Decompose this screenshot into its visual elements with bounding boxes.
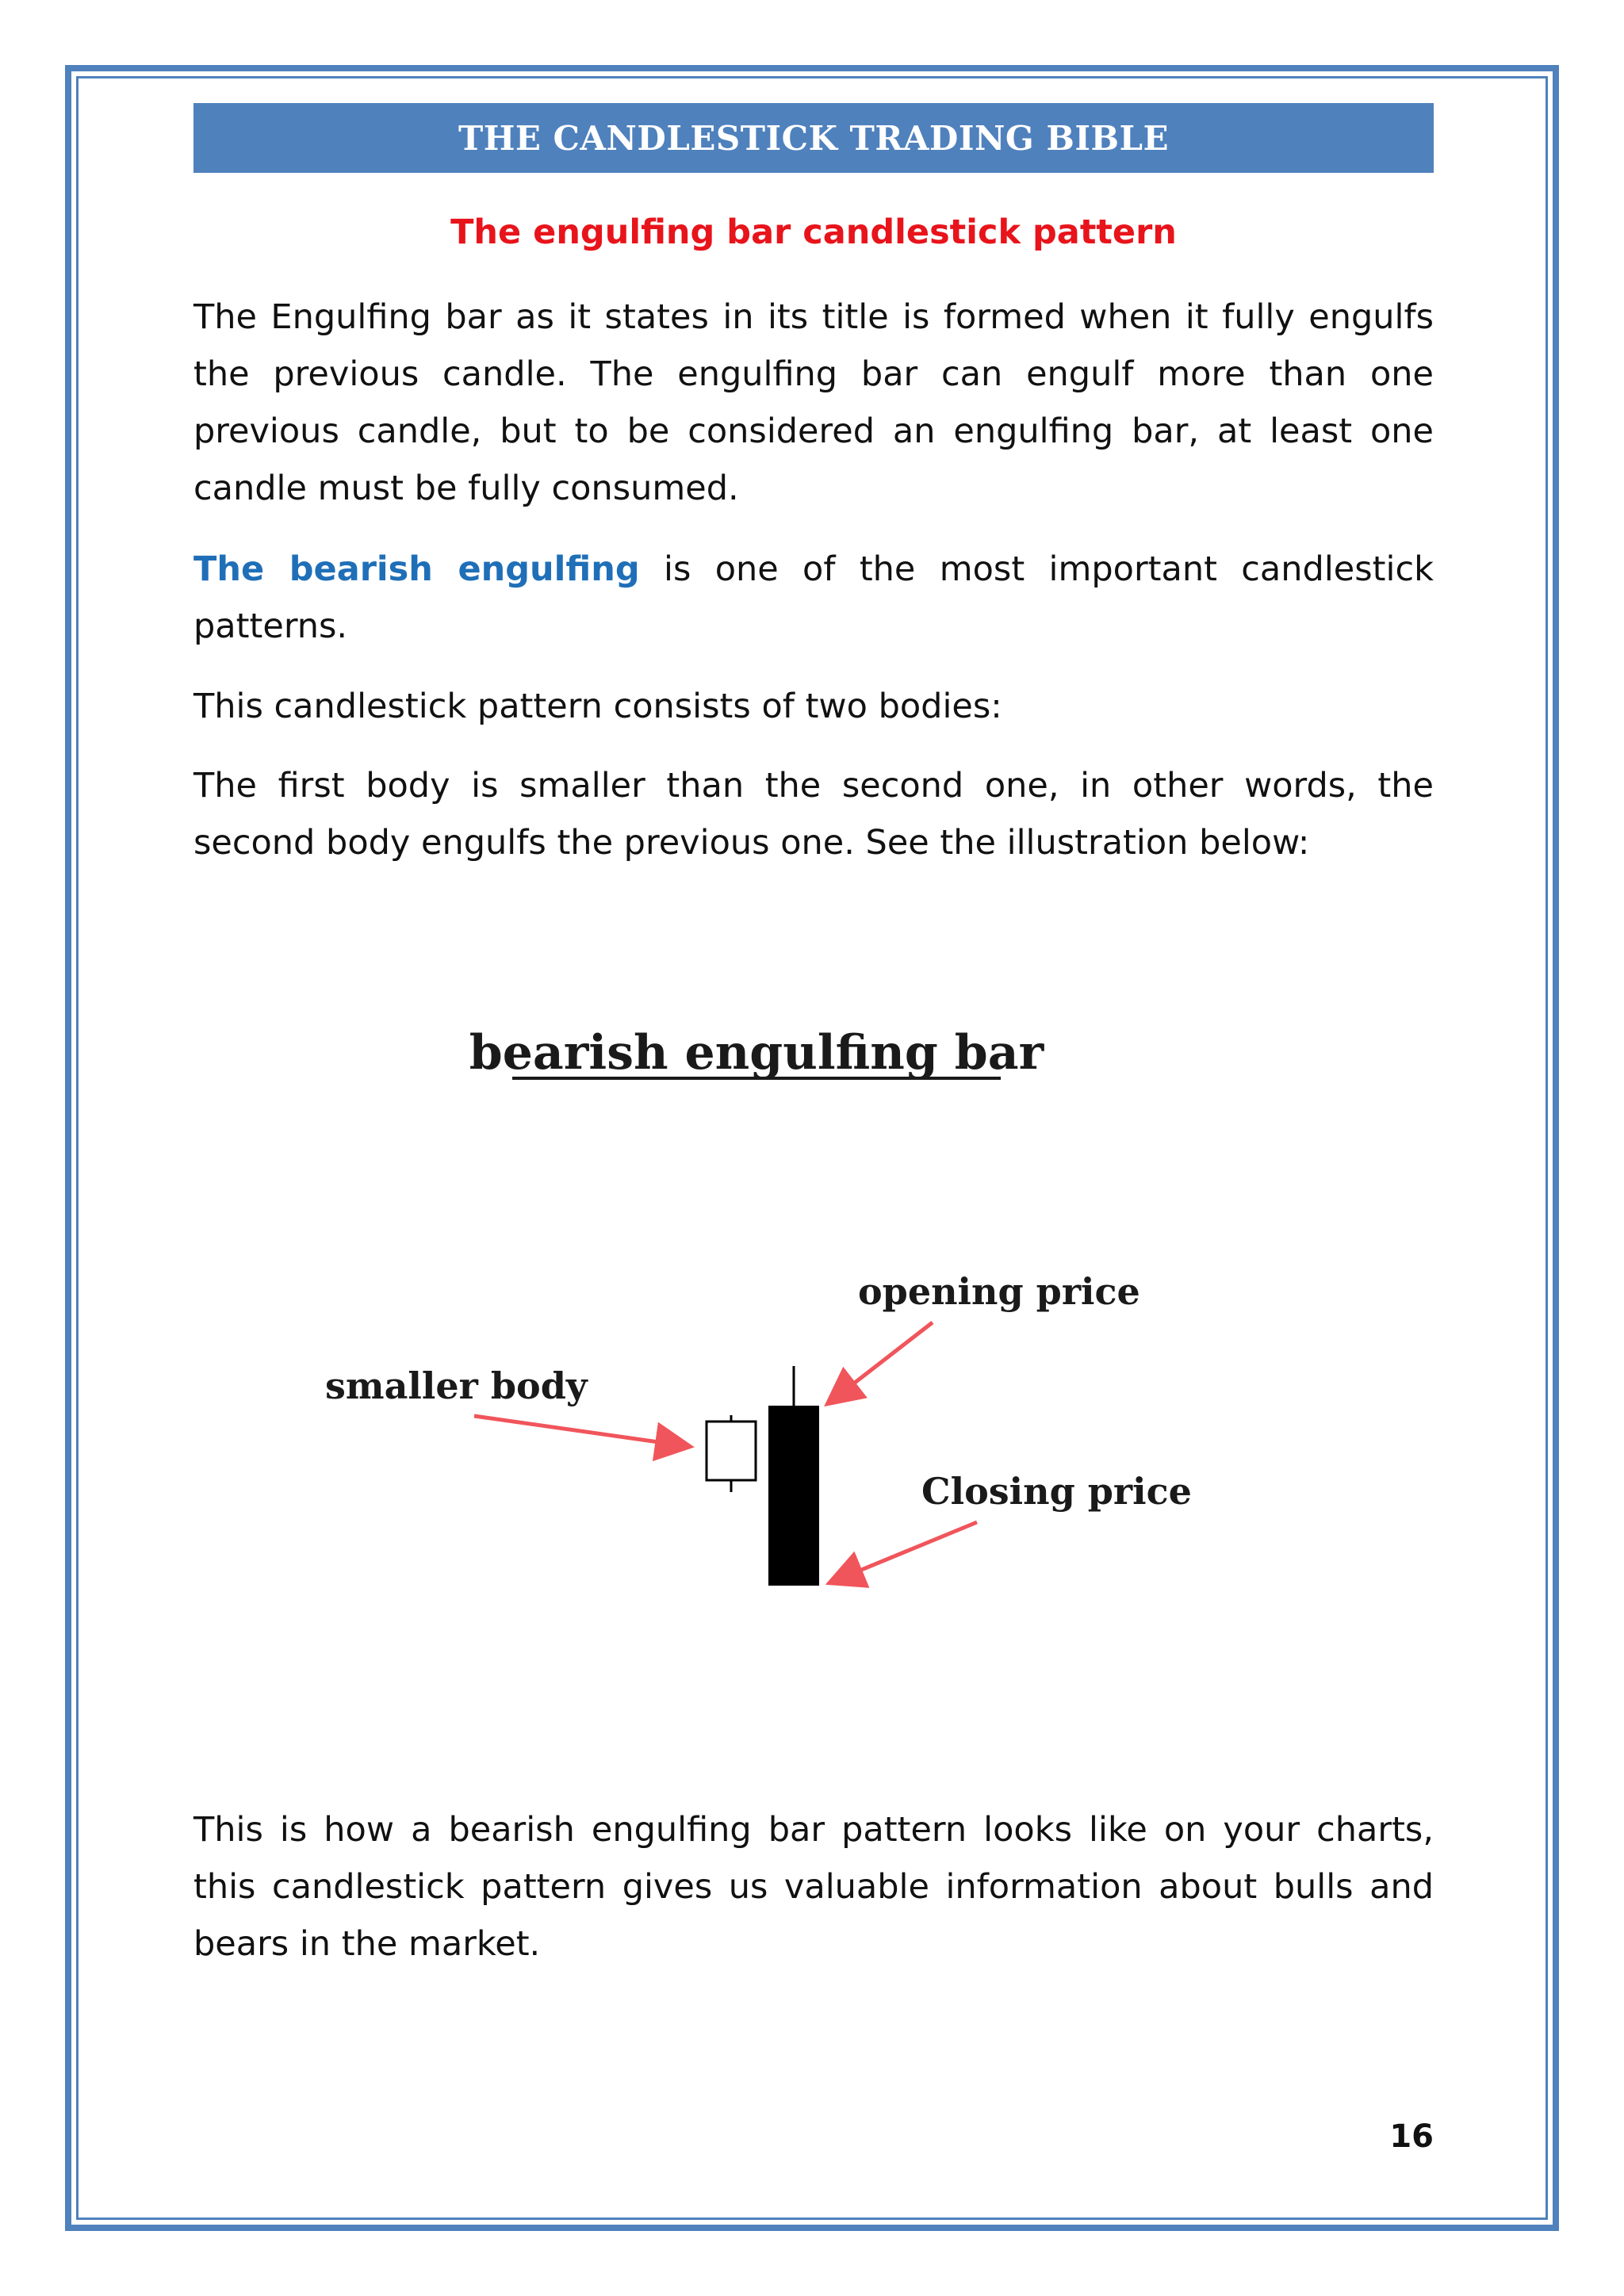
page-number: 16: [1389, 2118, 1434, 2155]
paragraph-bearish-engulfing-rest: is one of the most important candlestick patterns.: [193, 549, 1434, 646]
small-candle-body: [707, 1422, 756, 1480]
arrow-closing-price: [833, 1522, 977, 1582]
paragraph-first-body: The first body is smaller than the second one, in other words, the second body engulfs the previous one. See the illustration below:: [193, 766, 1434, 863]
paragraph-intro: The Engulfing bar as it states in its title is formed when it fully engulfs the previous candle. The engulfing bar can engulf more than one previous candle, but to be considered an engulfing bar, at least one candle must be fully consumed.: [193, 297, 1434, 508]
engulfing-candle-body: [768, 1406, 819, 1586]
paragraph-conclusion: This is how a bearish engulfing bar pattern looks like on your charts, this candlestick pattern gives us valuable information about bulls and bears in the market.: [193, 1810, 1434, 1964]
illustration-svg: [193, 975, 1434, 1641]
header-banner: [193, 103, 1434, 173]
header-title: THE CANDLESTICK TRADING BIBLE: [458, 118, 1170, 158]
label-closing-price: Closing price: [921, 1470, 1192, 1513]
paragraph-two-bodies: This candlestick pattern consists of two bodies:: [193, 687, 1002, 726]
arrow-opening-price: [830, 1322, 933, 1402]
label-smaller-body: smaller body: [325, 1364, 588, 1407]
bearish-engulfing-illustration: [193, 975, 1434, 1641]
highlight-bearish-engulfing: The bearish engulfing: [193, 549, 640, 589]
paragraph-bearish-engulfing: [193, 541, 1434, 655]
section-title: The engulfing bar candlestick pattern: [450, 212, 1177, 252]
figure-title: bearish engulfing bar: [469, 1025, 1044, 1081]
arrow-smaller-body: [474, 1416, 687, 1446]
label-opening-price: opening price: [858, 1270, 1140, 1313]
